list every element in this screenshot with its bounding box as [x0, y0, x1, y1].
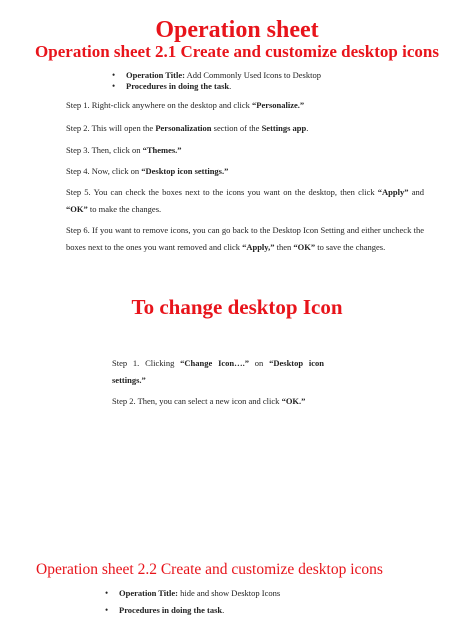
step-bold: “Personalize.”	[252, 100, 305, 110]
change-icon-heading: To change desktop Icon	[131, 295, 343, 319]
step-5	[66, 184, 424, 218]
bullet-text: .	[222, 605, 225, 615]
step-bold: “Change Icon….”	[180, 358, 249, 368]
step-2	[66, 120, 424, 137]
bullet-operation-title	[112, 70, 321, 81]
bullet-procedures	[105, 602, 280, 619]
bullet-label: Operation Title:	[126, 70, 185, 80]
bullet-list-2	[105, 585, 280, 619]
change-step-1	[112, 355, 324, 389]
step-text: Step 2. Then, you can select a new icon and click	[112, 396, 282, 406]
step-6	[66, 222, 424, 256]
step-bold: “Apply”	[377, 187, 409, 197]
step-text: to make the changes.	[87, 204, 162, 214]
step-text: Step 5. You can check the boxes next to the icons you want on the desktop, then click	[66, 187, 378, 197]
step-text: Step 3. Then, click on	[66, 145, 143, 155]
bullet-text: Add Commonly Used Icons to Desktop	[184, 70, 321, 80]
bullet-text: .	[229, 81, 232, 91]
step-text: then	[274, 242, 294, 252]
step-bold: Personalization	[155, 123, 212, 133]
bullet-label: Procedures in doing the task	[126, 81, 230, 91]
step-4	[66, 163, 424, 180]
bullet-label: Procedures in doing the task	[119, 605, 223, 615]
step-text: Step 1. Clicking	[112, 358, 181, 368]
section-heading-2-1: Operation sheet 2.1 Create and customize desktop icons	[35, 42, 439, 61]
step-bold: “Themes.”	[142, 145, 182, 155]
step-1	[66, 97, 424, 114]
step-3	[66, 142, 424, 159]
step-bold: “Desktop icon settings.”	[141, 166, 229, 176]
bullet-procedures	[112, 81, 321, 92]
step-bold: Settings app	[261, 123, 307, 133]
step-bold: “OK”	[293, 242, 316, 252]
step-bold: “OK”	[66, 204, 88, 214]
bullet-text: hide and show Desktop Icons	[177, 588, 281, 598]
bullet-label: Operation Title:	[119, 588, 178, 598]
step-text: .	[306, 123, 309, 133]
step-text: section of the	[211, 123, 262, 133]
section-heading-2-2: Operation sheet 2.2 Create and customize desktop icons	[36, 561, 383, 578]
step-bold: “Desktop icon settings.”	[112, 358, 325, 385]
step-text: on	[249, 358, 270, 368]
step-text: Step 4. Now, click on	[66, 166, 142, 176]
page-title: Operation sheet	[155, 17, 319, 43]
change-step-2	[112, 393, 372, 410]
step-text: Step 1. Right-click anywhere on the desktop and click	[66, 100, 253, 110]
step-text: and	[408, 187, 424, 197]
step-text: Step 6. If you want to remove icons, you can go back to the Desktop Icon Setting and either uncheck the boxes next to the ones you want removed and click	[66, 225, 424, 252]
bullet-list-1	[112, 70, 321, 92]
bullet-operation-title	[105, 585, 280, 602]
step-text: Step 2. This will open the	[66, 123, 156, 133]
step-bold: “OK.”	[281, 396, 306, 406]
step-bold: “Apply,”	[242, 242, 275, 252]
step-text: to save the changes.	[315, 242, 386, 252]
